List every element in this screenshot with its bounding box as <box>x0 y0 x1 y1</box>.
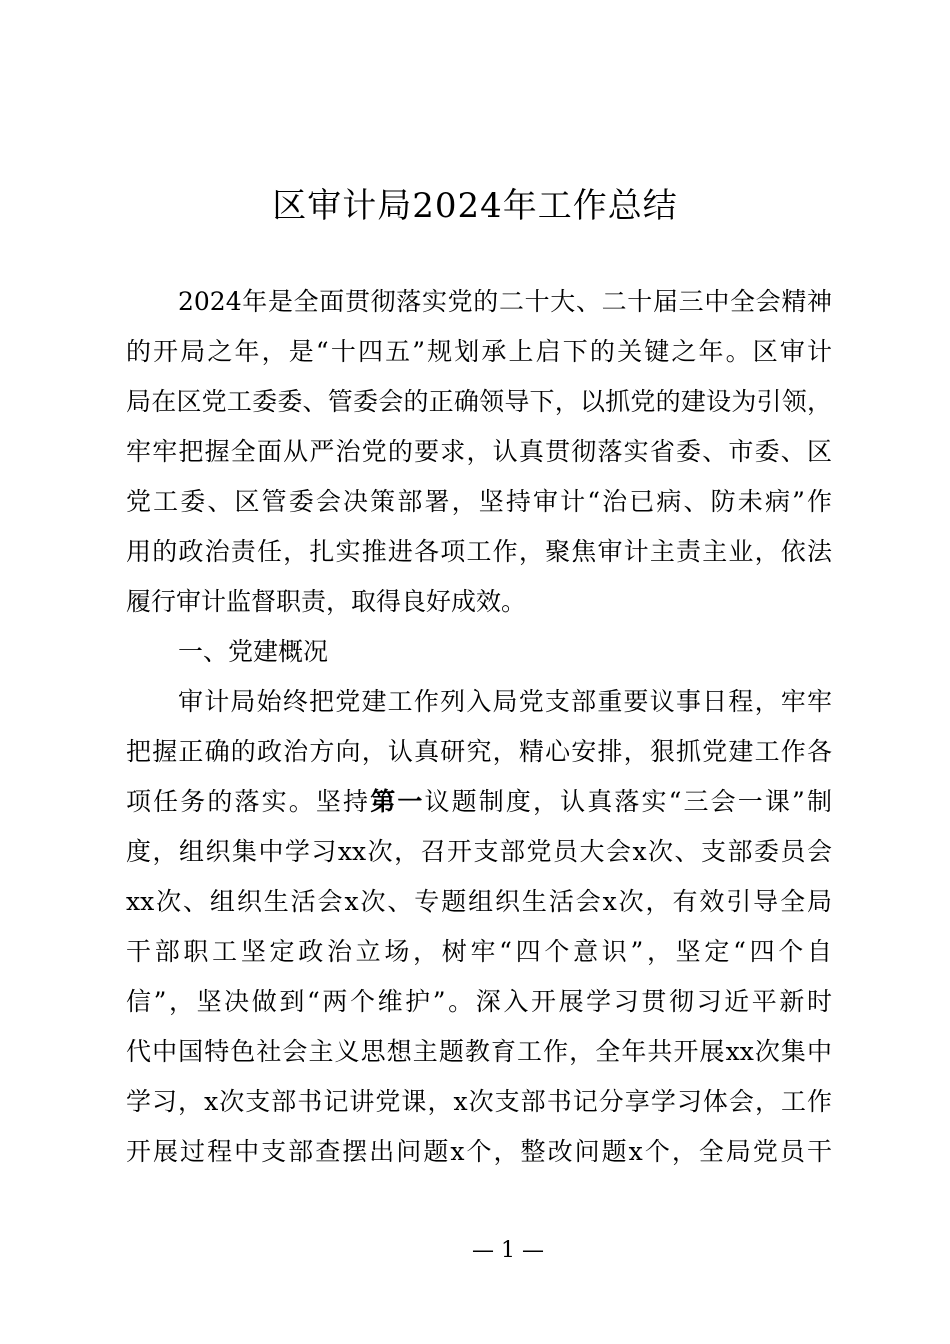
body-line: 信”，坚决做到“两个维护”。深入开展学习贯彻习近平新时 <box>126 987 832 1016</box>
body-line: 代中国特色社会主义思想主题教育工作，全年共开展xx次集中 <box>126 1037 832 1066</box>
body-line: 把握正确的政治方向，认真研究，精心安排，狠抓党建工作各 <box>126 737 832 766</box>
intro-line: 局在区党工委委、管委会的正确领导下，以抓党的建设为引领， <box>126 387 832 416</box>
section-heading: 一、党建概况 <box>178 637 329 666</box>
body-line: xx次、组织生活会x次、专题组织生活会x次，有效引导全局 <box>126 887 832 916</box>
intro-line: 2024年是全面贯彻落实党的二十大、二十届三中全会精神 <box>178 287 832 316</box>
intro-line: 牢牢把握全面从严治党的要求，认真贯彻落实省委、市委、区 <box>126 437 832 466</box>
body-line <box>126 784 832 820</box>
intro-line: 履行审计监督职责，取得良好成效。 <box>126 587 527 616</box>
body-text: 项任务的落实。坚持 <box>126 787 371 816</box>
intro-line: 的开局之年，是“十四五”规划承上启下的关键之年。区审计 <box>126 337 832 366</box>
page-number: — 1 — <box>472 1238 544 1263</box>
body-line: 干部职工坚定政治立场，树牢“四个意识”，坚定“四个自 <box>126 937 832 966</box>
body-line: 度，组织集中学习xx次，召开支部党员大会x次、支部委员会 <box>126 837 832 866</box>
body-line: 开展过程中支部查摆出问题x个，整改问题x个，全局党员干 <box>126 1137 832 1166</box>
body-text: 议题制度，认真落实“三会一课”制 <box>424 787 832 816</box>
intro-line: 党工委、区管委会决策部署，坚持审计“治已病、防未病”作 <box>126 487 832 516</box>
bold-text: 第一 <box>370 787 425 816</box>
body-line: 学习，x次支部书记讲党课，x次支部书记分享学习体会，工作 <box>126 1087 832 1116</box>
intro-line: 用的政治责任，扎实推进各项工作，聚焦审计主责主业，依法 <box>126 537 832 566</box>
body-line: 审计局始终把党建工作列入局党支部重要议事日程，牢牢 <box>178 687 832 716</box>
document-title: 区审计局2024年工作总结 <box>272 186 678 226</box>
